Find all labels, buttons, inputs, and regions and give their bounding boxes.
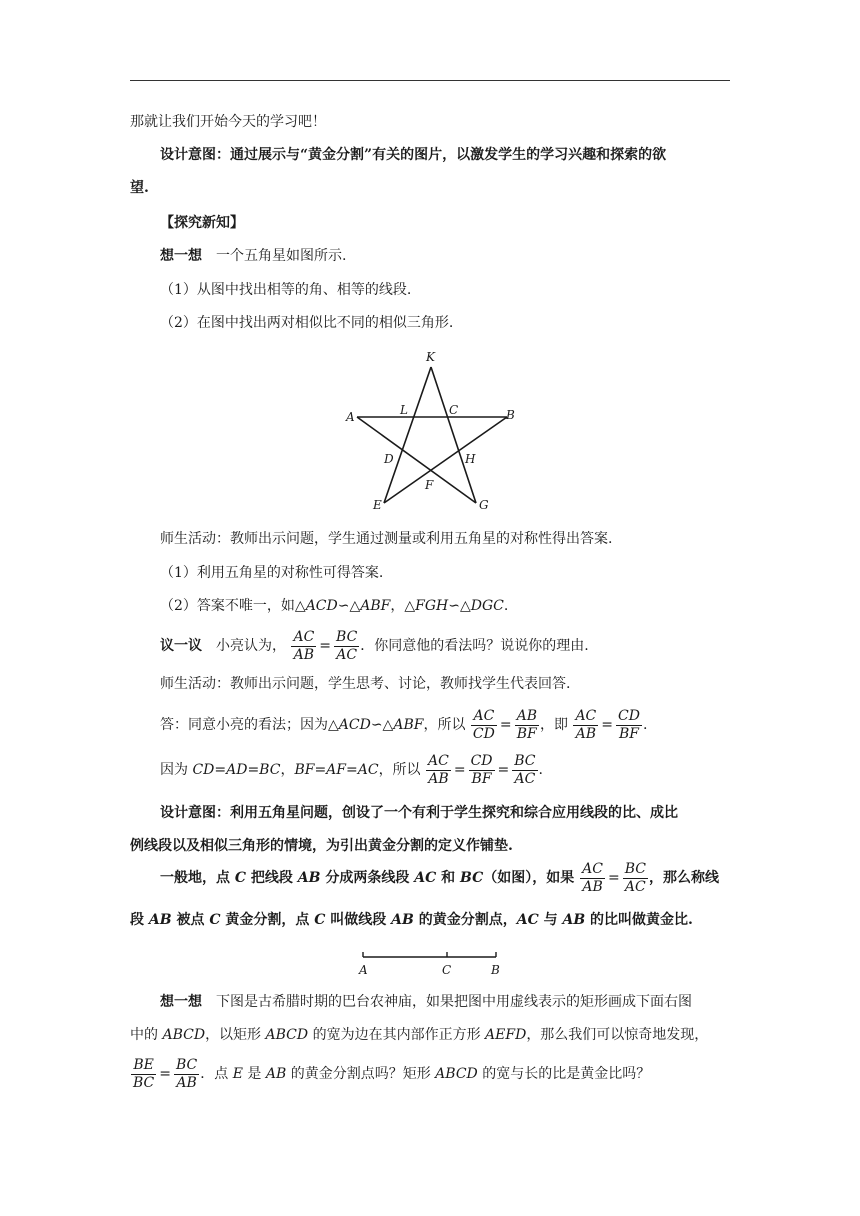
answer-so: ，所以 [423, 717, 466, 733]
def-b4: 叫做线段 [325, 912, 392, 928]
fraction-AB-BF [515, 708, 539, 743]
t2-l3c: 是 [242, 1066, 266, 1082]
t2-l3g: 的宽与长的比是黄金比吗？ [477, 1066, 651, 1082]
triangle-ACD: ACD [305, 598, 338, 614]
answer-2 [160, 596, 508, 616]
discuss-pre: 小亮认为， [216, 638, 286, 654]
pentagram-figure [340, 345, 525, 515]
fraction-BC-AC [334, 629, 359, 664]
def-segment-AB: AB [297, 870, 321, 886]
def-b7: 的比叫做黄金比. [585, 912, 693, 928]
answer-ji: ，即 [539, 717, 568, 733]
think-2-head: 想一想 [160, 994, 202, 1010]
discuss-head: 议一议 [160, 638, 202, 654]
activity-2: 师生活动：教师出示问题，学生思考、讨论，教师找学生代表回答. [160, 676, 571, 692]
def-segment-AB: AB [391, 912, 414, 928]
frac-num: AC [293, 628, 315, 645]
frac-num: BC [624, 860, 646, 877]
t2-l2a: 中的 [130, 1027, 163, 1043]
frac-den: BF [516, 725, 537, 742]
triangle-FGH: FGH [415, 598, 449, 614]
because-so: ，所以 [378, 762, 421, 778]
t2-l3a: ．点 [200, 1066, 233, 1082]
design-intent-1-line1: 设计意图：通过展示与“黄金分割”有关的图片，以激发学生的学习兴趣和探索的欲 [160, 147, 667, 163]
star-label-K: K [426, 350, 435, 364]
header-rule [130, 80, 730, 81]
rect-ABCD: ABCD [435, 1066, 478, 1082]
think-1-head: 想一想 [160, 248, 202, 264]
frac-den: BF [471, 770, 492, 787]
think-1-line [160, 246, 346, 266]
definition-line1 [160, 858, 719, 898]
frac-num: AB [516, 707, 537, 724]
answer-end: . [642, 717, 648, 733]
def-a6: ，那么称线 [648, 870, 719, 886]
equals-sign: = [607, 870, 620, 886]
equals-sign: = [319, 638, 332, 654]
fraction-AC-AB [291, 629, 316, 664]
answer-2-sep: ，△ [390, 598, 416, 614]
frac-den: CD [472, 725, 495, 742]
def-a3: 分成两条线段 [320, 870, 415, 886]
similar-sign: ∽△ [370, 717, 394, 733]
star-label-A: A [346, 410, 355, 424]
activity-1: 师生活动：教师出示问题，学生通过测量或利用五角星的对称性得出答案. [160, 531, 613, 547]
t2-l2c: ，以矩形 [205, 1027, 266, 1043]
fraction-CD-BF [616, 708, 642, 743]
segment-label-A: A [359, 963, 368, 977]
golden-segment-figure [350, 948, 510, 978]
equality-BF-AF-AC: BF=AF=AC [294, 762, 379, 778]
square-AEFD: AEFD [485, 1027, 527, 1043]
frac-num: AC [428, 752, 449, 769]
star-label-D: D [384, 452, 394, 466]
star-edge-KG [431, 367, 476, 503]
star-label-B: B [506, 408, 515, 422]
frac-num: BC [176, 1056, 198, 1073]
segment-label-B: B [491, 963, 500, 977]
triangle-DGC: DGC [470, 598, 504, 614]
point-E: E [232, 1066, 243, 1082]
def-point-C: C [209, 912, 221, 928]
frac-den: AB [293, 646, 315, 663]
frac-den: BC [133, 1074, 155, 1091]
answer-2-end: . [503, 598, 509, 614]
think-1-text: 一个五角星如图所示. [216, 248, 347, 264]
design-intent-2-line2: 例线段以及相似三角形的情境，为引出黄金分割的定义作铺垫. [130, 838, 513, 854]
star-label-L: L [400, 403, 408, 417]
t2-l3e: 的黄金分割点吗？矩形 [286, 1066, 436, 1082]
because-pre: 因为 [160, 762, 193, 778]
fraction-BC-AC [623, 861, 648, 896]
fraction-AC-AB [426, 753, 451, 788]
similar-sign: ∽△ [337, 598, 361, 614]
def-b5: 的黄金分割点， [413, 912, 517, 928]
fraction-BE-BC [131, 1057, 156, 1092]
answer-1: （1）利用五角星的对称性可得答案. [160, 565, 384, 581]
triangle-ABF: ABF [393, 717, 424, 733]
equality-CD-AD-BC: CD=AD=BC [192, 762, 281, 778]
frac-den: AB [428, 770, 449, 787]
design-intent-1-line2: 望. [130, 180, 149, 196]
t2-l2e: 的宽为边在其内部作正方形 [308, 1027, 486, 1043]
frac-num: BC [514, 752, 536, 769]
frac-den: AB [582, 878, 603, 895]
def-a2: 把线段 [246, 870, 298, 886]
think-1-q2: （2）在图中找出两对相似比不同的相似三角形. [160, 315, 454, 331]
design-intent-2-line1: 设计意图：利用五角星问题，创设了一个有利于学生探究和综合应用线段的比、成比 [160, 805, 678, 821]
star-label-C: C [449, 403, 459, 417]
fraction-AC-CD [471, 708, 497, 743]
def-b2: 被点 [171, 912, 210, 928]
frac-num: CD [470, 752, 493, 769]
t2-l2g: ，那么我们可以惊奇地发现， [526, 1027, 709, 1043]
def-segment-AC: AC [414, 870, 437, 886]
frac-num: BC [336, 628, 358, 645]
discuss-line [160, 626, 589, 666]
frac-den: AC [514, 770, 536, 787]
star-edge-AG [357, 417, 476, 503]
intro-text: 那就让我们开始今天的学习吧！ [130, 114, 326, 130]
frac-den: AB [575, 725, 597, 742]
frac-den: BF [618, 725, 639, 742]
frac-num: CD [618, 707, 640, 724]
think-2-line2 [130, 1025, 708, 1045]
def-segment-AB: AB [562, 912, 586, 928]
segment-AB: AB [265, 1066, 287, 1082]
section-title: 【探究新知】 [160, 215, 244, 231]
answer-pre: 答：同意小亮的看法；因为△ [160, 717, 339, 733]
similar-sign: ∽△ [448, 598, 471, 614]
frac-num: AC [575, 707, 597, 724]
equals-sign: = [497, 762, 510, 778]
fraction-AC-AB [573, 708, 598, 743]
segment-label-C: C [442, 963, 452, 977]
because-end: . [538, 762, 543, 778]
discuss-post: ．你同意他的看法吗？说说你的理由. [360, 638, 589, 654]
star-label-H: H [465, 452, 476, 466]
answer-2-pre: （2）答案不唯一，如△ [160, 598, 306, 614]
def-segment-AB: AB [148, 912, 172, 928]
equals-sign: = [453, 762, 466, 778]
fraction-AC-AB [580, 861, 605, 896]
definition-line2 [130, 910, 693, 930]
frac-num: AC [471, 708, 497, 726]
def-a5: （如图），如果 [483, 870, 575, 886]
frac-num: AC [582, 860, 603, 877]
def-b1: 段 [130, 912, 149, 928]
def-point-C: C [314, 912, 326, 928]
star-label-G: G [479, 498, 489, 512]
equals-sign: = [499, 717, 512, 733]
think-1-q1: （1）从图中找出相等的角、相等的线段. [160, 282, 412, 298]
equals-sign: = [159, 1066, 171, 1082]
think-2-text: 下图是古希腊时期的巴台农神庙，如果把图中用虚线表示的矩形画成下面右图 [216, 994, 692, 1010]
fraction-CD-BF [469, 753, 495, 788]
triangle-ABF: ABF [360, 598, 391, 614]
equals-sign: = [601, 717, 613, 733]
def-point-C: C [234, 870, 247, 886]
frac-num: BE [131, 1057, 156, 1075]
def-b3: 黄金分割，点 [220, 912, 315, 928]
frac-den: AB [176, 1074, 197, 1091]
star-edge-KE [384, 367, 431, 503]
def-b6: 与 [538, 912, 563, 928]
def-segment-AC: AC [516, 912, 539, 928]
triangle-ACD: ACD [338, 717, 371, 733]
def-segment-BC: BC [460, 870, 484, 886]
think-2-line3 [130, 1054, 650, 1094]
rect-ABCD: ABCD [162, 1027, 206, 1043]
fraction-BC-AC [512, 753, 537, 788]
fraction-BC-AB [174, 1057, 199, 1092]
def-a1: 一般地，点 [160, 870, 235, 886]
star-edge-BE [384, 417, 507, 503]
def-a4: 和 [436, 870, 460, 886]
frac-den: AC [336, 646, 358, 663]
rect-ABCD: ABCD [265, 1027, 309, 1043]
because-line [160, 750, 543, 790]
star-label-F: F [425, 478, 434, 492]
answer-line [160, 705, 647, 745]
frac-den: AC [624, 878, 646, 895]
because-sep: ， [280, 762, 295, 778]
think-2-line1 [160, 992, 692, 1012]
star-label-E: E [373, 498, 382, 512]
